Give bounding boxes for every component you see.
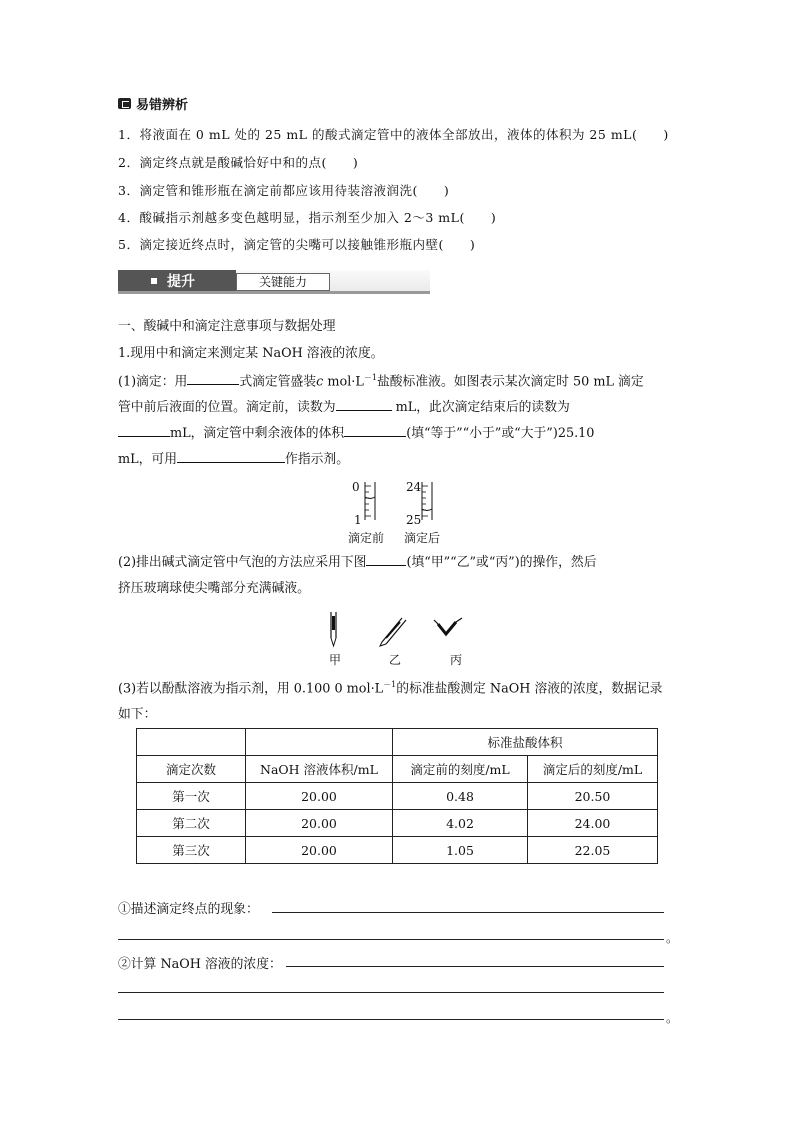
label-after: 滴定后 [404, 531, 441, 545]
scale-after-bottom: 25 [406, 513, 422, 527]
var-c: c [316, 374, 324, 390]
error-item-4: 4．酸碱指示剂越多变色越明显，指示剂至少加入 2～3 mL( ) [118, 210, 497, 225]
scale-before-top: 0 [352, 480, 360, 494]
blank-burette-type[interactable] [187, 370, 239, 385]
sup-unit-2: －1 [383, 680, 397, 689]
answer-line-1a[interactable] [272, 912, 664, 913]
sub2-period: 。 [666, 1010, 679, 1025]
table-cell: 0.48 [393, 783, 528, 810]
method-yi [380, 618, 406, 646]
table-cell: 4.02 [393, 810, 528, 837]
table-header: NaOH 溶液体积/mL [246, 756, 393, 783]
table-cell: 20.00 [246, 810, 393, 837]
text-q1-p3b: (填“等于”“小于”或“大于”)25.10 [406, 426, 595, 442]
table-cell: 20.00 [246, 837, 393, 864]
table-cell: 22.05 [528, 837, 658, 864]
question-stem: 1.现用中和滴定来测定某 NaOH 溶液的浓度。 [118, 346, 384, 361]
text-q1-p1c: mol·L [323, 374, 364, 390]
answer-line-2b[interactable] [118, 992, 664, 993]
table-cell: 第二次 [137, 810, 246, 837]
section-title: 易错辨析 [136, 98, 189, 113]
label-bing: 丙 [450, 653, 463, 667]
label-before: 滴定前 [348, 531, 385, 545]
error-item-3: 3．滴定管和锥形瓶在滴定前都应该用待装溶液润洗( ) [118, 183, 450, 198]
blank-reading-after[interactable] [118, 422, 170, 437]
sup-unit: －1 [363, 373, 377, 382]
sub-question-2: ②计算 NaOH 溶液的浓度： [118, 957, 282, 972]
text-q1-p1d: 盐酸标准液。如图表示某次滴定时 50 mL 滴定 [376, 374, 644, 390]
titration-table [136, 728, 658, 864]
label-jia: 甲 [329, 653, 342, 667]
table-cell: 第一次 [137, 783, 246, 810]
answer-line-1b[interactable] [118, 939, 664, 940]
text-q1-p4a: mL，可用 [118, 452, 178, 468]
question-part-2 [118, 550, 678, 602]
blank-remaining-volume[interactable] [344, 422, 406, 437]
method-jia [331, 612, 336, 646]
sub-question-1: ①描述滴定终点的现象： [118, 902, 259, 917]
text-q2-p1b: (填“甲”“乙”或“丙”)的操作，然后 [406, 555, 597, 570]
table-empty-cell [137, 729, 246, 756]
table-cell: 24.00 [528, 810, 658, 837]
label-yi: 乙 [389, 653, 402, 667]
table-cell: 1.05 [393, 837, 528, 864]
text-q1-p4b: 作指示剂。 [285, 452, 350, 468]
banner-dark-label: 提升 [167, 274, 195, 290]
table-group-header: 标准盐酸体积 [393, 729, 658, 756]
scale-after-top: 24 [406, 480, 422, 494]
question-part-1 [118, 365, 678, 473]
text-q3-p2: 如下： [118, 707, 157, 723]
banner-light-label: 关键能力 [236, 273, 330, 291]
scale-before-bottom: 1 [354, 513, 362, 527]
error-item-5: 5．滴定接近终点时，滴定管的尖嘴可以接触锥形瓶内壁( ) [118, 237, 476, 252]
text-q1-p3a: mL，滴定管中剩余液体的体积 [170, 426, 345, 442]
table-cell: 20.00 [246, 783, 393, 810]
text-q1-p2b: mL，此次滴定结束后的读数为 [391, 400, 570, 416]
table-cell: 第三次 [137, 837, 246, 864]
burette-after [422, 482, 432, 520]
table-group-row [137, 729, 658, 756]
text-q3-p1a: (3)若以酚酞溶液为指示剂，用 0.100 0 mol·L [118, 681, 384, 697]
answer-line-2c[interactable] [118, 1019, 664, 1020]
text-q1-p1b: 式滴定管盛装 [239, 374, 317, 390]
text-q2-p1a: (2)排出碱式滴定管中气泡的方法应采用下图 [118, 555, 367, 570]
sub1-period: 。 [666, 930, 679, 945]
burette-before [365, 482, 375, 520]
text-q2-p2: 挤压玻璃球使尖嘴部分充满碱液。 [118, 581, 310, 596]
table-row [137, 783, 658, 810]
blank-bubble-method[interactable] [366, 551, 406, 566]
table-row [137, 837, 658, 864]
table-row [137, 810, 658, 837]
table-header-row [137, 756, 658, 783]
question-part-3 [118, 672, 678, 728]
ability-banner [118, 270, 430, 294]
bubble-svg [320, 610, 480, 652]
error-item-1: 1．将液面在 0 mL 处的 25 mL 的酸式滴定管中的液体全部放出，液体的体积为 25 mL( ) [118, 127, 669, 142]
error-item-2: 2．滴定终点就是酸碱恰好中和的点( ) [118, 155, 359, 170]
section-icon [118, 98, 131, 109]
blank-indicator[interactable] [177, 448, 285, 463]
bubble-figure [320, 610, 480, 652]
table-header: 滴定次数 [137, 756, 246, 783]
table-empty-cell [246, 729, 393, 756]
text-q1-p1a: (1)滴定：用 [118, 374, 188, 390]
answer-line-2a[interactable] [286, 966, 664, 967]
text-q1-p2a: 管中前后液面的位置。滴定前，读数为 [118, 400, 336, 416]
heading-1: 一、酸碱中和滴定注意事项与数据处理 [118, 319, 336, 334]
table-header: 滴定后的刻度/mL [528, 756, 658, 783]
text-q3-p1b: 的标准盐酸测定 NaOH 溶液的浓度，数据记录 [396, 681, 663, 697]
method-bing [434, 618, 462, 634]
table-header: 滴定前的刻度/mL [393, 756, 528, 783]
table-cell: 20.50 [528, 783, 658, 810]
blank-reading-before[interactable] [336, 396, 392, 411]
